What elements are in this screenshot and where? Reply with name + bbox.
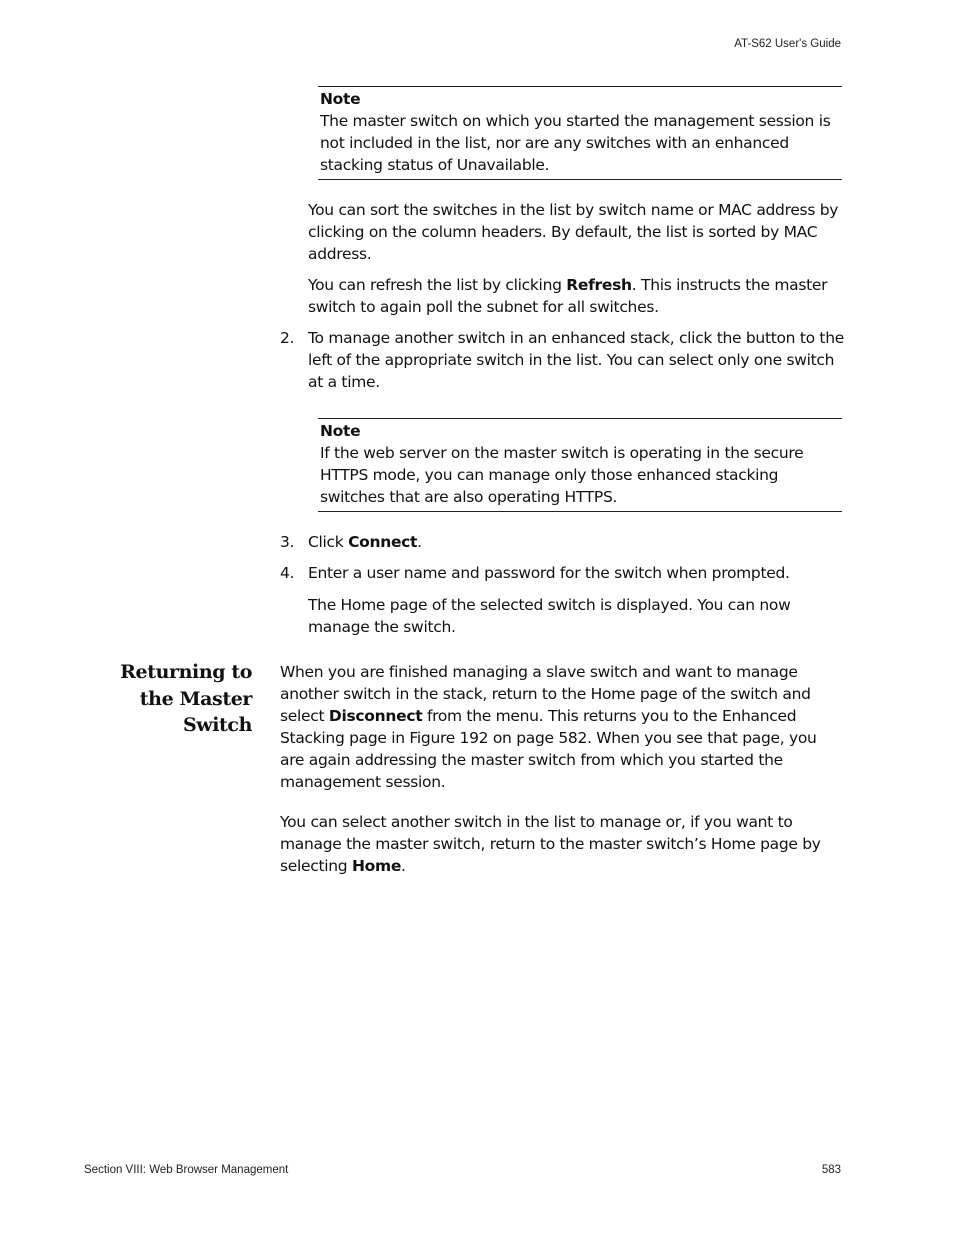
page-number: 583 — [821, 1164, 841, 1176]
running-header: AT-S62 User's Guide — [734, 38, 841, 50]
step-3-text — [308, 531, 840, 553]
note-text: If the web server on the master switch is operating in the secure HTTPS mode, you can manage only those enhanced stacking switches that are also operating HTTPS. — [320, 444, 804, 506]
step-4-text: Enter a user name and password for the switch when prompted. — [308, 564, 790, 582]
home-keyword: Home — [351, 857, 402, 875]
section-paragraph-2 — [280, 811, 842, 877]
note-box — [318, 86, 842, 180]
step-4-followup: The Home page of the selected switch is displayed. You can now manage the switch. — [308, 596, 791, 636]
step-3-after: . — [417, 533, 422, 551]
para2-after: . — [401, 857, 406, 875]
footer-section-title: Section VIII: Web Browser Management — [84, 1164, 289, 1176]
note-text: The master switch on which you started the management session is not included in the list, nor are any switches with an enhanced stacking status of Unavailable. — [320, 112, 831, 174]
disconnect-keyword: Disconnect — [328, 707, 423, 725]
refresh-text-before: You can refresh the list by clicking — [308, 276, 567, 294]
step-3-before: Click — [308, 533, 349, 551]
section-heading-line: Switch — [182, 714, 252, 736]
para1-before: When you are finished managing a slave switch and want to manage another switch in the stack, return to the Home page of the switch and select — [280, 663, 811, 725]
section-paragraph-1 — [280, 661, 842, 793]
step-number: 2. — [280, 329, 295, 347]
refresh-keyword: Refresh — [566, 276, 632, 294]
section-heading-line: the Master — [139, 687, 252, 710]
paragraph-sort: You can sort the switches in the list by switch name or MAC address by clicking on the column headers. By default, the list is sorted by MAC address. — [308, 201, 839, 263]
step-number: 4. — [280, 564, 295, 582]
note-box — [318, 418, 842, 512]
refresh-text-after: . This instructs the master switch to again poll the subnet for all switches. — [308, 276, 828, 316]
paragraph-refresh — [308, 274, 840, 318]
step-2-text: To manage another switch in an enhanced stack, click the button to the left of the appropriate switch in the list. You can select only one switch at a time. — [308, 329, 844, 391]
step-number: 3. — [280, 533, 295, 551]
note-title: Note — [320, 422, 361, 440]
section-heading-line: Returning to — [120, 661, 252, 683]
note-title: Note — [320, 90, 361, 108]
connect-keyword: Connect — [348, 533, 418, 551]
section-heading — [84, 659, 252, 739]
para1-after: from the menu. This returns you to the Enhanced Stacking page in Figure 192 on page 582. When you see that page, you are again addressing the master switch from which you started the management session. — [280, 707, 817, 791]
para2-before: You can select another switch in the list to manage or, if you want to manage the master switch, return to the master switch’s Home page by selecting — [280, 813, 821, 875]
